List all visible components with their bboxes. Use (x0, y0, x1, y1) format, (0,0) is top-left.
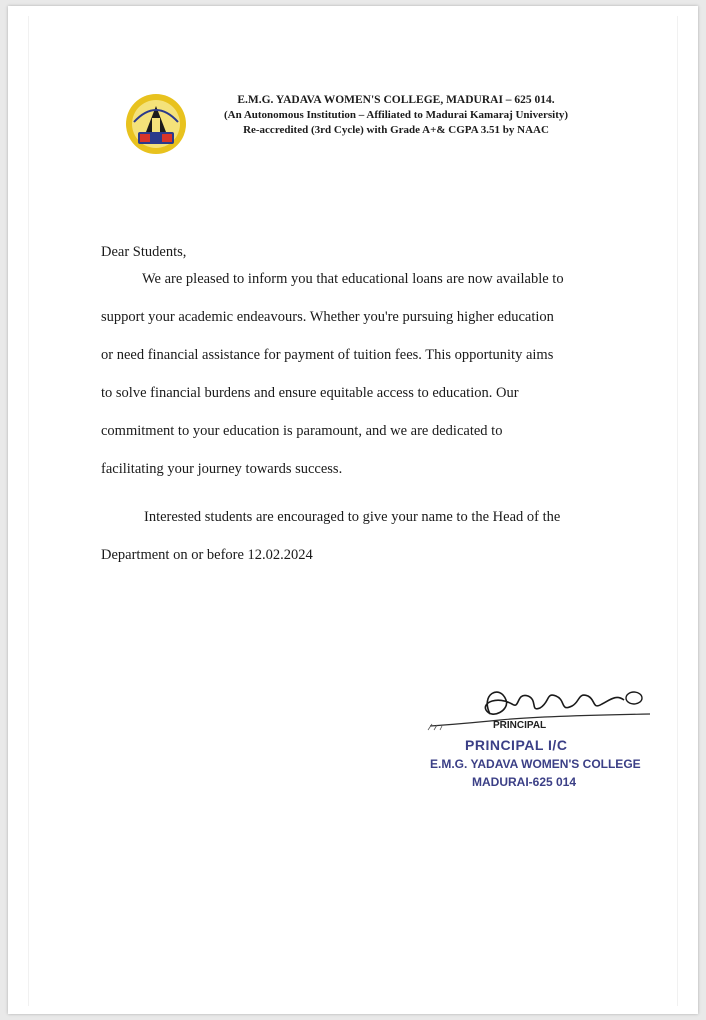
letterhead (186, 92, 606, 138)
paragraph-line: Department on or before 12.02.2024 (101, 547, 313, 563)
paragraph-line: facilitating your journey towards success. (101, 461, 343, 477)
stamp-college: E.M.G. YADAVA WOMEN'S COLLEGE (430, 757, 641, 771)
signature-caption: PRINCIPAL (493, 720, 547, 731)
paragraph-line: or need financial assistance for payment of tuition fees. This opportunity aims (101, 347, 554, 363)
college-name: E.M.G. YADAVA WOMEN'S COLLEGE, MADURAI – 625 014. (237, 94, 555, 106)
salutation: Dear Students, (101, 244, 187, 260)
paragraph-line: We are pleased to inform you that educational loans are now available to (142, 271, 564, 287)
paragraph-line: to solve financial burdens and ensure equitable access to education. Our (101, 385, 519, 401)
college-logo-icon (124, 92, 188, 156)
paragraph-line: commitment to your education is paramount, and we are dedicated to (101, 423, 503, 439)
accreditation-line: Re-accredited (3rd Cycle) with Grade A+& CGPA 3.51 by NAAC (243, 124, 549, 136)
stamp-city: MADURAI-625 014 (472, 775, 577, 789)
handwritten-signature (420, 674, 660, 744)
affiliation-line: (An Autonomous Institution – Affiliated to Madurai Kamaraj University) (223, 109, 569, 121)
paragraph-line: support your academic endeavours. Whether you're pursuing higher education (101, 309, 554, 325)
paragraph-line: Interested students are encouraged to give your name to the Head of the (144, 509, 561, 525)
stamp-title: PRINCIPAL I/C (465, 737, 568, 753)
